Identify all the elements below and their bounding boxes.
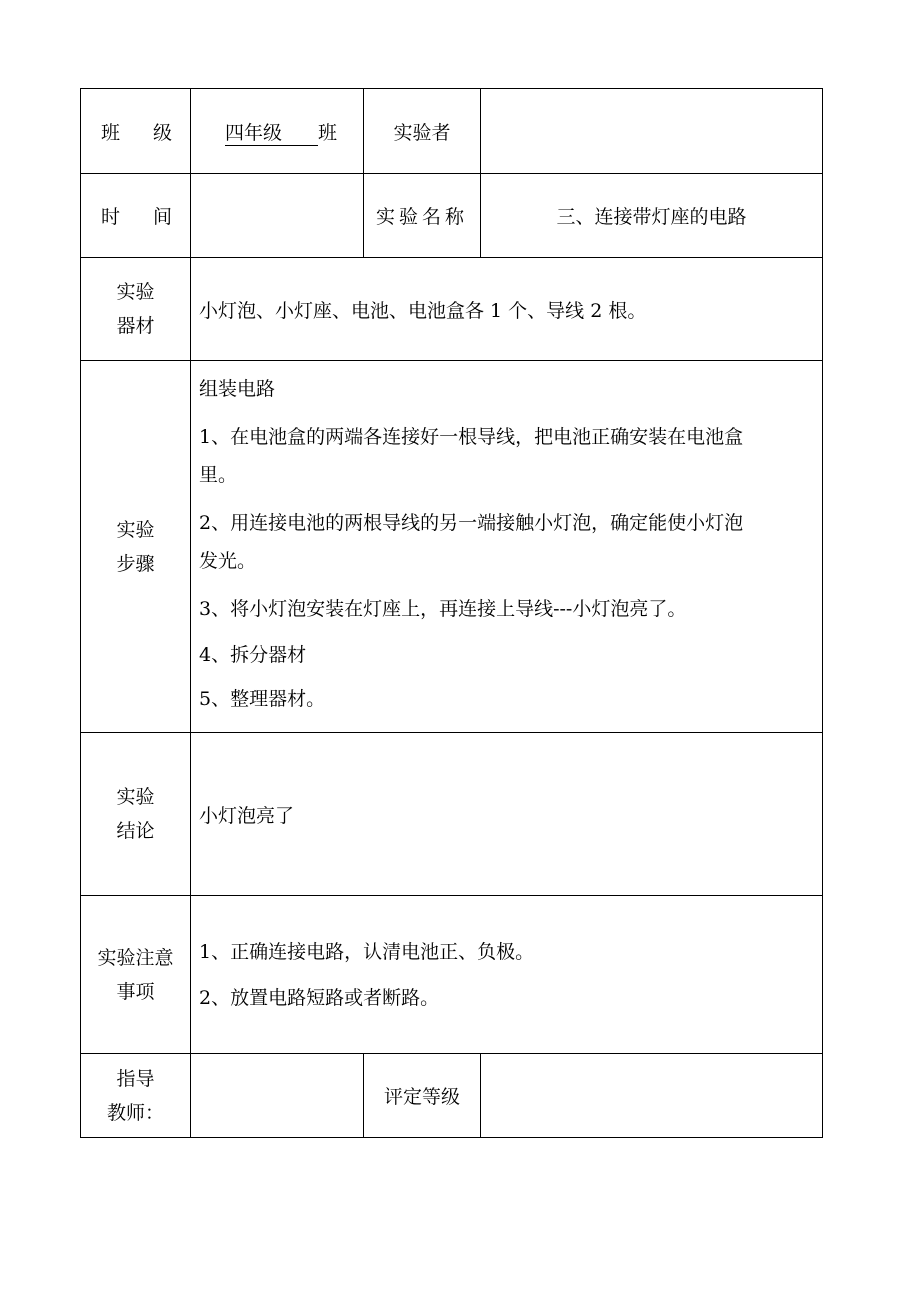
experiment-record-table xyxy=(80,88,823,1138)
time-value-cell[interactable] xyxy=(191,174,364,258)
row-steps xyxy=(81,361,823,733)
steps-label-line2: 步骤 xyxy=(116,552,155,575)
class-value: 四年级 xyxy=(225,122,318,146)
steps-label-cell xyxy=(81,361,191,733)
class-label-cell xyxy=(81,89,191,174)
materials-label-cell xyxy=(81,258,191,361)
steps-content-cell[interactable] xyxy=(191,361,823,733)
row-conclusion xyxy=(81,733,823,896)
grade-label: 评定等级 xyxy=(383,1086,460,1108)
teacher-value-cell[interactable] xyxy=(191,1054,364,1138)
class-suffix: 班 xyxy=(318,121,338,144)
step-5: 5、整理器材。 xyxy=(199,688,326,710)
time-label: 时 间 xyxy=(101,206,172,228)
experimenter-label-cell xyxy=(364,89,481,174)
grade-label-cell xyxy=(364,1054,481,1138)
row-teacher xyxy=(81,1054,823,1138)
row-notes xyxy=(81,896,823,1054)
experiment-name-value: 三、连接带灯座的电路 xyxy=(556,206,747,228)
conclusion-label-line2: 结论 xyxy=(116,820,155,842)
conclusion-label-line1: 实验 xyxy=(116,786,155,808)
materials-value: 小灯泡、小灯座、电池、电池盒各 1 个、导线 2 根。 xyxy=(199,299,647,322)
class-value-cell[interactable] xyxy=(191,89,364,174)
teacher-label-cell xyxy=(81,1054,191,1138)
step-4: 4、拆分器材 xyxy=(199,644,307,666)
conclusion-value: 小灯泡亮了 xyxy=(199,804,295,827)
step-3: 3、将小灯泡安装在灯座上，再连接上导线---小灯泡亮了。 xyxy=(199,598,687,620)
experiment-name-label-cell xyxy=(364,174,481,258)
conclusion-value-cell[interactable] xyxy=(191,733,823,896)
time-label-cell xyxy=(81,174,191,258)
notes-label-line1: 实验注意 xyxy=(97,946,174,969)
materials-value-cell[interactable] xyxy=(191,258,823,361)
step-1-line-a: 1、在电池盒的两端各连接好一根导线，把电池正确安装在电池盒 xyxy=(199,426,744,448)
row-materials xyxy=(81,258,823,361)
experiment-name-label: 实验名称 xyxy=(375,206,468,228)
notes-label-cell xyxy=(81,896,191,1054)
teacher-label-line2: 教师： xyxy=(106,1101,164,1124)
step-2-line-b: 发光。 xyxy=(199,550,257,572)
note-1: 1、正确连接电路，认清电池正、负极。 xyxy=(199,940,535,963)
experimenter-value-cell[interactable] xyxy=(481,89,823,174)
grade-value-cell[interactable] xyxy=(481,1054,823,1138)
notes-content-cell[interactable] xyxy=(191,896,823,1054)
step-1-line-b: 里。 xyxy=(199,464,238,486)
materials-label-line2: 器材 xyxy=(116,315,155,337)
note-2: 2、放置电路短路或者断路。 xyxy=(199,986,440,1009)
conclusion-label-cell xyxy=(81,733,191,896)
materials-label-line1: 实验 xyxy=(116,281,155,303)
row-time xyxy=(81,174,823,258)
row-class xyxy=(81,89,823,174)
notes-label-line2: 事项 xyxy=(116,980,155,1003)
teacher-label-line1: 指导 xyxy=(116,1067,155,1090)
step-2-line-a: 2、用连接电池的两根导线的另一端接触小灯泡，确定能使小灯泡 xyxy=(199,512,744,534)
steps-heading: 组装电路 xyxy=(199,378,276,400)
class-label: 班 级 xyxy=(101,121,172,144)
experiment-name-value-cell[interactable] xyxy=(481,174,823,258)
experimenter-label: 实验者 xyxy=(393,121,451,144)
steps-label-line1: 实验 xyxy=(116,518,155,541)
